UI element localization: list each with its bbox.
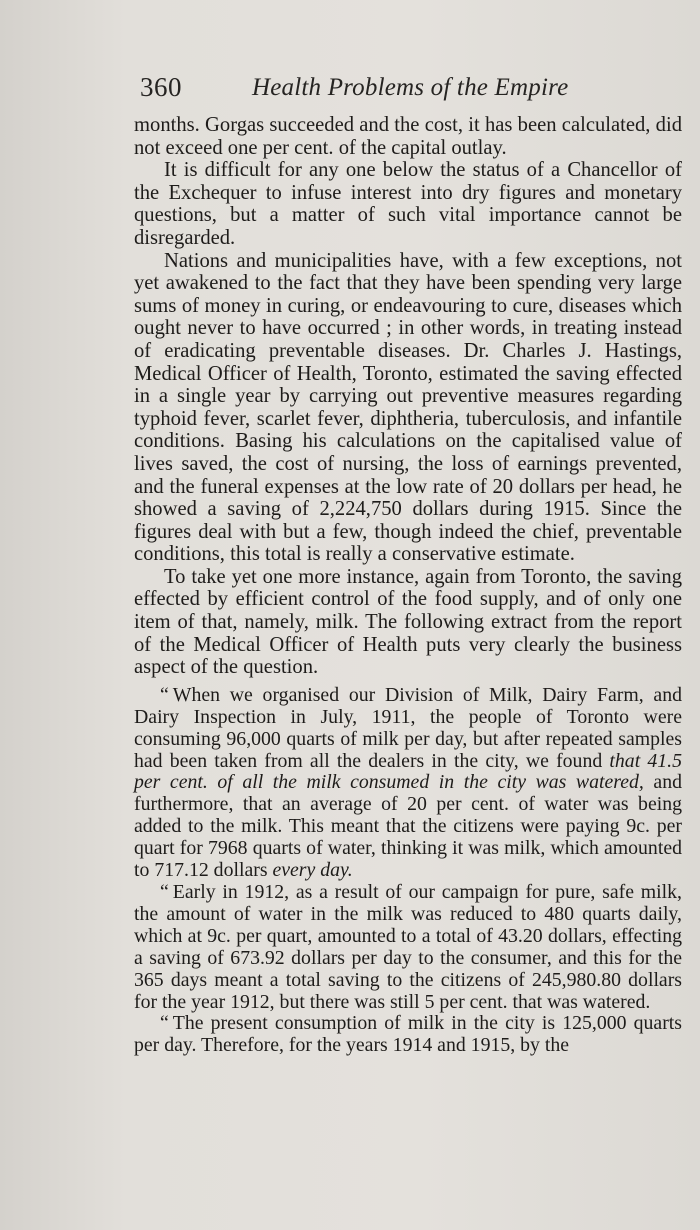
- page-number: 360: [140, 72, 182, 102]
- running-head: Health Problems of the Empire: [252, 74, 569, 101]
- quote-paragraph-1: [134, 685, 682, 882]
- paragraph-continuation: months. Gorgas succeeded and the cost, it has been calculated, did not exceed one per cent. of the capital outlay.: [134, 114, 682, 159]
- quote-paragraph-2: [134, 882, 682, 1013]
- block-quote: [134, 685, 682, 1057]
- page-header: [140, 70, 660, 110]
- paragraph-chancellor: It is difficult for any one below the status of a Chancellor of the Exchequer to infuse interest into dry figures and monetary questions, but a matter of such vital importance cannot be disregarded.: [134, 159, 682, 249]
- paragraph-nations: Nations and municipalities have, with a few exceptions, not yet awakened to the fact that they have been spending very large sums of money in curing, or endeavouring to cure, diseases which ought never to have occurred ; in other words, in treating instead of eradicating preventable diseases. Dr. Charles J. Hastings, Medical Officer of Health, Toronto, estimated the saving effected in a single year by carrying out preventive measures regarding typhoid fever, scarlet fever, diphtheria, tuberculosis, and infantile conditions. Basing his calculations on the capitalised value of lives saved, the cost of nursing, the loss of earnings prevented, and the funeral expenses at the low rate of 20 dollars per head, he showed a saving of 2,224,750 dollars during 1915. Since the figures deal with but a few, though indeed the chief, preventable conditions, this total is really a conservative estimate.: [134, 249, 682, 566]
- paragraph-toronto-milk: To take yet one more instance, again from Toronto, the saving effected by efficient control of the food supply, and of only one item of that, namely, milk. The following extract from the report of the Medical Officer of Health puts very clearly the business aspect of the question.: [134, 565, 682, 679]
- quote-open-mark: “: [160, 683, 169, 706]
- quote-open-mark: “: [160, 881, 169, 903]
- quote-italic-text: every day.: [272, 859, 353, 882]
- body-text: [134, 114, 682, 1057]
- quote-text: The present consumption of milk in the city is 125,000 quarts per day. Therefore, for the years 1914 and 1915, by the: [134, 1012, 682, 1057]
- quote-paragraph-3: [134, 1013, 682, 1057]
- quote-text: Early in 1912, as a result of our campaign for pure, safe milk, the amount of water in the milk was reduced to 480 quarts daily, which at 9c. per quart, amounted to a total of 43.20 dollars, effecting a saving of 673.92 dollars per day to the consumer, and this for the 365 days meant a total saving to the citizens of 245,980.80 dollars for the year 1912, but there was still 5 per cent. that was watered.: [134, 881, 682, 1013]
- quote-open-mark: “: [160, 1012, 169, 1035]
- quote-italic-text: that 41.5 per cent. of all the milk consumed in the city was watered,: [134, 749, 682, 794]
- quote-text: and furthermore, that an average of 20 per cent. of water was being added to the milk. This meant that the citizens were paying 9c. per quart for 7968 quarts of water, thinking it was milk, which amounted to 717.12 dollars: [134, 771, 682, 882]
- quote-text: When we organised our Division of Milk, Dairy Farm, and Dairy Inspection in July, 1911, the people of Toronto were consuming 96,000 quarts of milk per day, but after repeated samples had been taken from all the dealers in the city, we found: [134, 683, 682, 772]
